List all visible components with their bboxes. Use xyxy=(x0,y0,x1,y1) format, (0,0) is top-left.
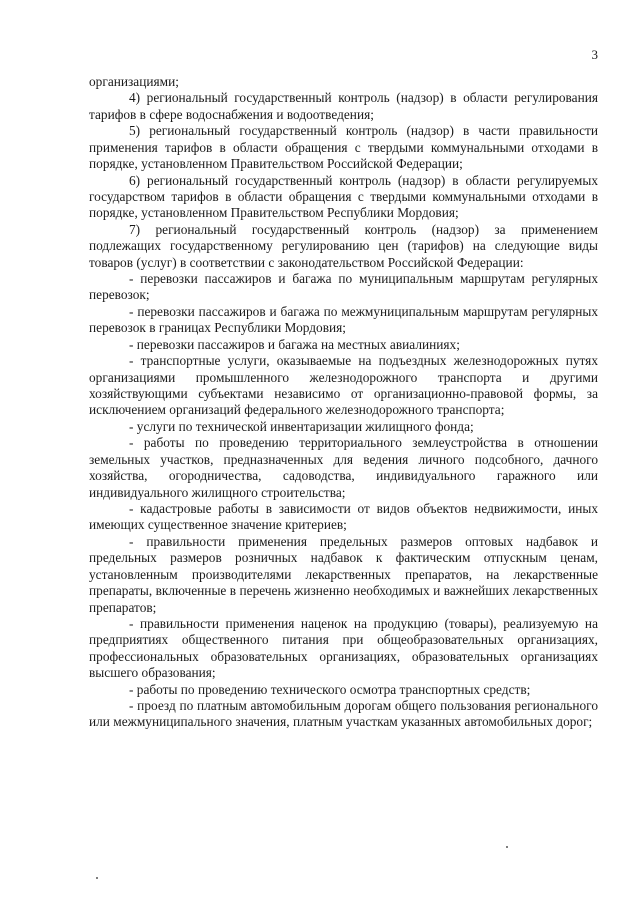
list-item-toll-roads: - проезд по платным автомобильным дорогам общего пользования регионального или межмуниципального значения, платным участкам указанных автомобильных дорог; xyxy=(89,698,598,730)
paragraph-item-4: 4) региональный государственный контроль (надзор) в области регулирования тарифов в сфере водоснабжения и водоотведения; xyxy=(89,90,598,122)
list-item-local-airlines: - перевозки пассажиров и багажа на местных авиалиниях; xyxy=(129,336,460,352)
paragraph-item-6: 6) региональный государственный контроль (надзор) в области регулируемых государством тарифов в области обращения с твердыми коммунальными отходами в порядке, установленном Правительством Республики Мордовия; xyxy=(89,172,598,221)
list-item-intermunicipal-routes: - перевозки пассажиров и багажа по межмуниципальным маршрутам регулярных перевозок в границах Республики Мордовия; xyxy=(89,303,598,336)
scan-speck xyxy=(96,877,98,879)
list-item-housing-inventory: - услуги по технической инвентаризации жилищного фонда; xyxy=(129,418,474,434)
document-text xyxy=(89,74,598,731)
list-item-pharmacy-markups: - правильности применения предельных размеров оптовых надбавок и предельных размеров розничных надбавок к фактическим отпускным ценам, установленным производителями лекарственных препаратов, на лекарственные препараты, включенные в перечень жизненно необходимых и важнейших лекарственных препаратов; xyxy=(89,533,598,615)
paragraph-item-7: 7) региональный государственный контроль (надзор) за применением подлежащих государственному регулированию цен (тарифов) на следующие виды товаров (услуг) в соответствии с законодательством Российской Федерации: xyxy=(89,221,598,270)
paragraph-item-5: 5) региональный государственный контроль (надзор) в части правильности применения тарифов в области обращения с твердыми коммунальными отходами в порядке, установленном Правительством Российской Федерации; xyxy=(89,123,598,172)
paragraph-continuation: организациями; xyxy=(89,74,179,89)
list-item-land-management: - работы по проведению территориального землеустройства в отношении земельных участков, предназначенных для ведения личного подсобного, дачного хозяйства, огородничества, садоводства, индивидуального гаражного или индивидуального жилищного строительства; xyxy=(89,435,598,500)
page-number: 3 xyxy=(591,47,598,62)
list-item-catering-markups: - правильности применения наценок на продукцию (товары), реализуемую на предприятиях общественного питания при общеобразовательных организациях, профессиональных образовательных организациях, образовательных организациях высшего образования; xyxy=(89,615,598,681)
scan-speck xyxy=(506,846,508,848)
list-item-municipal-routes: - перевозки пассажиров и багажа по муниципальным маршрутам регулярных перевозок; xyxy=(89,271,598,303)
list-item-railway-services: - транспортные услуги, оказываемые на подъездных железнодорожных путях организациями промышленного железнодорожного транспорта и другими хозяйствующими субъектами независимо от организационно-правовой формы, за исключением организаций федерального железнодорожного транспорта; xyxy=(89,353,598,418)
list-item-vehicle-inspection: - работы по проведению технического осмотра транспортных средств; xyxy=(129,681,531,697)
list-item-cadastral-works: - кадастровые работы в зависимости от видов объектов недвижимости, иных имеющих существенное значение критериев; xyxy=(89,500,598,533)
